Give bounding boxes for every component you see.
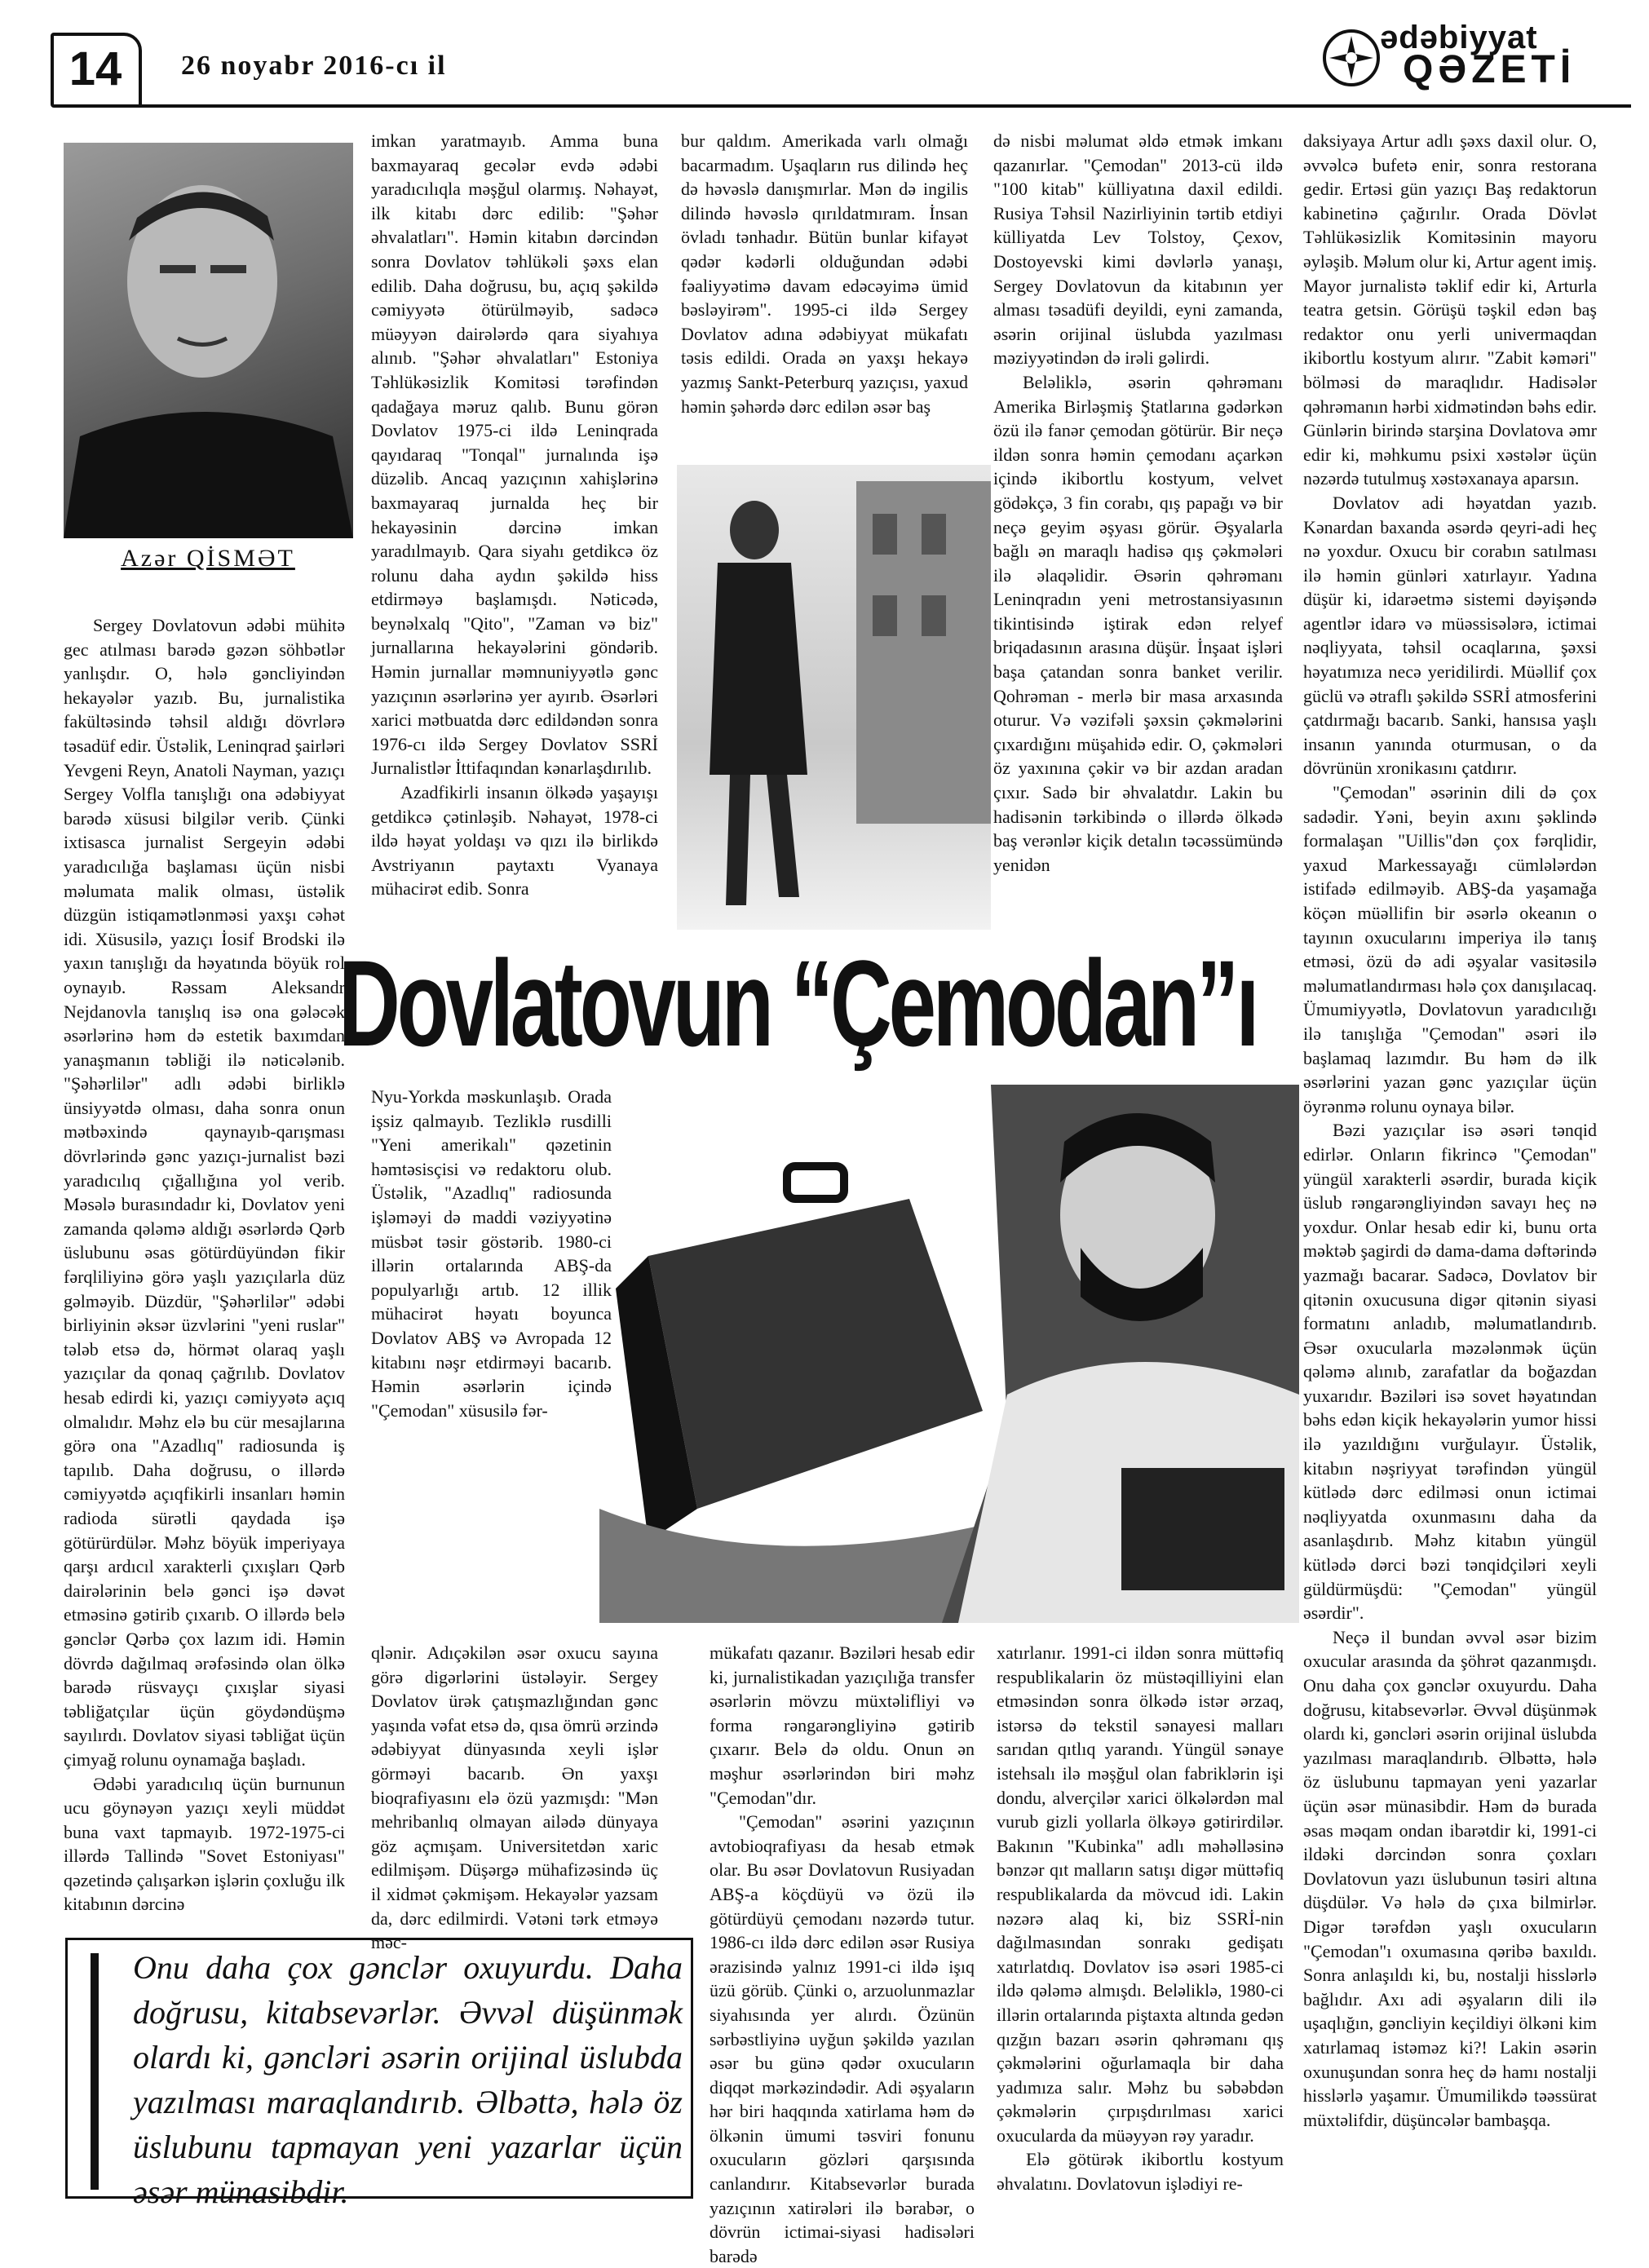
page-number-badge <box>51 33 140 106</box>
paragraph: bur qaldım. Amerikada varlı olmağı bacarmadım. Uşaqların rus dilində heç də həvəslə danışmırlar. Mən də ingilis dilində həvəslə qırıldatmıram. İnsan övladı tənhadır. Bütün bunlar kifayət qədər kədərli olduğundan ədəbi fəaliyyətimə davam edəcəyimə ümid bəsləyirəm". 1995-ci ildə Sergey Dovlatov adına ədəbiyyat mükafatı təsis edildi. Orada ən yaxşı hekayə yazmış Sankt-Peterburq yazıçısı, yaxud həmin şəhərdə dərc edilən əsər baş <box>681 130 968 417</box>
article-column-3-top <box>681 129 968 455</box>
logo-line-1: ədəbiyyat <box>1380 20 1538 55</box>
article-column-2-middle <box>371 1085 612 1623</box>
article-column-1 <box>64 613 345 1930</box>
paragraph: Neçə il bundan əvvəl əsər bizim oxucular arasında da şöhrət qazanmışdı. Onu daha çox gənclər oxuyurdu. Daha doğrusu, kitabsevərlər. Əvvəl düşünmək olardı ki, gəncləri əsərin orijinal üslubda yazılması maraqlandırıb. Əlbəttə, hələ öz üslubunu tapmayan yeni yazarlar üçün əsər münasibdir. Həm də burada əsas məqam ondan ibarətdir ki, 1991-ci ildəki dərcindən sonra çoxları Dovlatovun yazı üslubunun təsiri altına düşdülər. Və hələ də çıxa bilmirlər. Digər tərəfdən yaşlı oxucuların "Çemodan"ı oxumasına qəribə baxıldı. Sonra anlaşıldı ki, bu, nostalji hisslərlə bağlıdır. Axı adi əşyaların dili ilə uşaqlığın, gəncliyin keçildiyi ölkəni kim xatırlamaq istəməz ki?! Lakin əsərin oxunuşundan sonra heç də hamı nostalji hisslərlə yaşamır. Ümumilikdə təəssürat müxtəlifdir, düşüncələr bambaşqa. <box>1303 1626 1597 2130</box>
paragraph: mükafatı qazanır. Bəziləri hesab edir ki, jurnalistikadan yazıçılığa transfer əsərlərin mövzu müxtəlifliyi və forma rəngarəngliyinə gətirib çıxarır. Belə də oldu. Onun ən məşhur əsərlərindən biri məhz "Çemodan"dır. <box>710 1642 975 1808</box>
article-column-2-bottom <box>371 1641 658 1953</box>
article-column-4-top <box>993 129 1283 920</box>
author-byline: Azər QİSMƏT <box>121 545 295 572</box>
article-column-4-bottom <box>997 1641 1284 2220</box>
pull-quote-text: Onu daha çox gənclər oxuyurdu. Daha doğrusu, kitabsevərlər. Əvvəl düşünmək olardı ki, gəncləri əsərin orijinal üslubda yazılması maraqlandırıb. Əlbəttə, hələ öz üslubunu tapmayan yeni yazarlar üçün əsər münasibdir. <box>133 1949 683 2210</box>
suitcase-man-illustration <box>599 1085 1299 1623</box>
paragraph: Sergey Dovlatovun ədəbi mühitə gec atılması barədə gəzən söhbətlər yanlışdır. O, hələ gəncliyindən hekayələr yazıb. Bu, jurnalistika fakültəsində təhsil aldığı dövrlərə təsadüf edir. Üstəlik, Leninqrad şairləri Yevgeni Reyn, Anatoli Nayman, yazıçı Sergey Volfla tanışlığı ona ədəbiyyat barədə xüsusi bilgilər verib. Çünki ixtisasca jurnalist Sergeyin ədəbi yaradıcılığa başlaması üçün nisbi məlumata malik olması, üstəlik düzgün istiqamətlənməsi yaxşı cəhət idi. Xüsusilə, yazıçı İosif Brodski ilə yaxın tanışlığı da həyatında böyük rol oynayıb. Rəssam Aleksandr Nejdanovla tanışlıq isə ona gələcək əsərlərinə həm də estetik baxımdan yanaşmanın təbliği ilə nəticələnib. "Şəhərlilər" adlı ədəbi birliklə ünsiyyətdə olması, daha sonra onun mətbəxində qaynayıb-qarışması dövrlərində gənc yazıçı-jurnalist bəzi yaradıcılıq çığallığına yol verib. Məsələ burasındadır ki, Dovlatov yeni zamanda qələmə aldığı əsərlərdə Qərb üslubunu əsas götürdüyündən fikir fərqliliyinə görə yaşlı yazıçılarla düz gəlməyib. Düzdür, "Şəhərlilər" ədəbi birliyinin əksər üzvlərini "yeni ruslar" tələb etsə də, hörmət olaraq yaşlı yazıçılar da qonaq çağrılıb. Dovlatov hesab edirdi ki, yazıçı cəmiyyətə açıq olmalıdır. Məhz elə bu cür mesajlarına görə ona "Azadlıq" radiosunda iş tapılıb. Daha doğrusu, o illərdə cəmiyyətdə açıqfikirli insanları həmin radioda sürətli qaydada işə götürürdülər. Məhz böyük imperiyaya qarşı ardıcıl xarakterli çıxışları Qərb dairələrinin belə gənci işə dəvət etməsinə gətirib çıxarıb. O illərdə belə gənclər Qərbə çox lazım idi. Həmin dövrdə dağılmaq ərəfəsində olan ölkə barədə rüsvayçı çıxışlar siyasi təbliğatçılar üçün göydəndüşmə sayılırdı. Dovlatov siyasi təbliğat üçün çimyağ rolunu oynamağa başladı. <box>64 615 345 1770</box>
paragraph: Bəzi yazıçılar isə əsəri tənqid edirlər. Onların fikrincə "Çemodan" yüngül xarakterli əsərdir, burada kiçik üslub rəngarəngliyindən savayı heç nə yoxdur. Onlar hesab edir ki, bunu orta məktəb şagirdi də dama-dama dəftərində yazmağı bacarar. Sadəcə, Dovlatov bir qitənin oxucusuna digər qitənin siyasi formatını anladıb, məlumatlandırıb. Əsər oxucularla məzələnmək üçün qələmə alınıb, zarafatlar da boğazdan yuxarıdır. Bəziləri isə sovet həyatından bəhs edən kiçik hekayələrin yumor hissi ilə yazıldığını vurğulayır. Üstəlik, kitabın nəşriyyat tərəfindən yüngül kütlədə dərc edilməsi onun ictimai nəqliyyatda oxunmasını daha da asanlaşdırıb. Məhz kitabın yüngül kütlədə dərci bəzi tənqidçiləri xeyli güldürmüşdü: "Çemodan" yüngül əsərdir". <box>1303 1120 1597 1624</box>
paragraph: də nisbi məlumat əldə etmək imkanı qazanırlar. "Çemodan" 2013-cü ildə "100 kitab" külliyatına daxil edildi. Rusiya Təhsil Nazirliyinin tərtib etdiyi külliyatda Lev Tolstoy, Çexov, Dostoyevski kimi dəvlərlə yanaşı, Sergey Dovlatovun da kitabının yer alması təsadüfi deyildi, eyni zamanda, əsərin orijinal üslubda yazılması məziyyətindən də irəli gəlirdi. <box>993 130 1283 369</box>
suitcase-portrait-photo <box>599 1085 1299 1623</box>
author-photo <box>64 143 353 538</box>
paragraph: Elə götürək ikibortlu kostyum əhvalatını. Dovlatovun işlədiyi re- <box>997 2149 1284 2195</box>
portrait-illustration <box>64 143 353 538</box>
newspaper-logo <box>1313 20 1623 93</box>
emblem-icon <box>1321 28 1382 88</box>
paragraph: Nyu-Yorkda məskunlaşıb. Orada işsiz qalmayıb. Tezliklə rusdilli "Yeni amerikalı" qəzetinin həmtəsisçisi və redaktoru olub. Üstəlik, "Azadlıq" radiosunda işləməyi də maddi vəziyyətinə müsbət təsir göstərib. 1980-ci illərin ortalarında ABŞ-da populyarlığı artıb. 12 illik mühacirət həyatı boyunca Dovlatov ABŞ və Avropada 12 kitabını nəşr etdirməyi bacarıb. Həmin əsərlərin içində "Çemodan" xüsusilə fər- <box>371 1086 612 1421</box>
logo-line-2: QƏZETİ <box>1403 48 1576 91</box>
quote-bar <box>91 1953 99 2190</box>
article-column-3-bottom <box>710 1641 975 2266</box>
article-headline: Dovlatovun “Çemodan”ı <box>338 935 1257 1072</box>
paragraph: Ədəbi yaradıcılıq üçün burnunun ucu göynəyən yazıçı xeyli müddət buna vaxt tapmayıb. 1972-1975-ci illərdə Tallində "Sovet Estoniyası" qəzetində çalışarkən işlərin çoxluğu ilk kitabının dərcinə <box>64 1773 345 1915</box>
paragraph: daksiyaya Artur adlı şəxs daxil olur. O, əvvəlcə bufetə enir, sonra restorana gedir. Ertəsi gün yazıçı Baş redaktorun kabinetinə çağırılır. Orada Dövlət Təhlükəsizlik Komitəsinin mayoru əyləşib. Məlum olur ki, Artur agent imiş. Mayor jurnalistə təklif edir ki, Arturla teatra getsin. Görüşü təşkil edən baş redaktor onu yerli univermaqdan ikibortlu kostyum alırır. "Zabit kəməri" bölməsi də maraqlıdır. Hadisələr qəhrəmanın hərbi xidmətindən bəhs edir. Günlərin birində starşina Dovlatova əmr edir ki, məhkumu psixi xəstələr üçün nəzərdə tutulmuş xəstəxanaya aparsın. <box>1303 130 1597 489</box>
paragraph: imkan yaratmayıb. Amma buna baxmayaraq gecələr evdə ədəbi yaradıcılıqla məşğul olarmış. Nəhayət, ilk kitabı dərc edilib: "Şəhər əhvalatları". Həmin kitabın dərcindən sonra Dovlatov təhlükəli şəxs elan edilib. Daha doğrusu, bu, açıq şəkildə cəmiyyətə ötürülməyib, sadəcə müəyyən dairələrdə qara siyahıya alınıb. "Şəhər əhvalatları" Estoniya Təhlükəsizlik Komitəsi tərəfindən qadağaya məruz qalıb. Bunu görən Dovlatov 1975-ci ildə Leninqrada qayıdaraq "Tonqal" jurnalında işə düzəlib. Ancaq yazıçının xahişlərinə baxmayaraq jurnalda heç bir hekayəsinin dərcinə imkan yaradılmayıb. Qara siyahı getdikcə öz rolunu daha aydın şəkildə hiss etdirməyə başlamışdı. Nəticədə, beynəlxalq "Qito", "Zaman və biz" jurnallarına hekayələrini göndərib. Həmin jurnallar məmnuniyyətlə gənc yazıçının əsərlərinə yer ayırıb. Əsərləri xarici mətbuatda dərc edildəndən sonra 1976-cı ildə Sergey Dovlatov SSRİ Jurnalistlər İttifaqından kənarlaşdırılıb. <box>371 130 658 779</box>
paragraph: "Çemodan" əsərinin dili də çox sadədir. Yəni, beyin axını şəklində formalaşan "Uillis"dən çox fərqlidir, yaxud Markessayağı cümlələrdən istifadə edilməyib. ABŞ-da yaşamağa köçən müəllifin bir əsərlə okeanın o tayının oxucularını imperiya ilə tanış etməsi, özü də adi əşyalar vasitəsilə məlumatlandırması hələ çox danışılacaq. Ümumiyyətlə, Dovlatovun yaradıcılığı ilə tanışlığa "Çemodan" əsəri ilə başlamaq lazımdır. Bu həm də ilk əsərlərini yazan gənc yazıçılar üçün öyrənmə rolunu oynaya bilər. <box>1303 782 1597 1116</box>
page-number: 14 <box>69 42 122 95</box>
paragraph: Dovlatov adi həyatdan yazıb. Kənardan baxanda əsərdə qeyri-adi heç nə yoxdur. Oxucu bir corabın satılması ilə həmin günləri xatırlayır. Yadına düşür ki, idarəetmə sistemi dəyişəndə agentlər idarə və müəssisələrə, ictimai nəqliyyata, təhsil ocaqlarına, şəxsi həyatımıza necə yeridilirdi. Müəllif çox güclü və ətraflı şəkildə SSRİ atmosferini çatdırmağı bacarıb. Sanki, hansısa yaşlı insanın yanında oturmusan, o da dövrünün xronikasını çatdırır. <box>1303 492 1597 779</box>
walking-man-photo <box>677 465 991 930</box>
article-column-5 <box>1303 129 1597 2221</box>
header-rule <box>57 104 1631 108</box>
paragraph: xatırlanır. 1991-ci ildən sonra müttəfiq respublikalarin öz müstəqilliyini elan etməsindən sonra ölkədə istər ərzaq, istərsə də tekstil sənayesi malları sarıdan qıtlıq yarandı. Yüngül sənaye istehsalı ilə məşğul olan fabriklərin işi dondu, alverçilər xarici ölkələrdən mal vurub gizli yollarla ölkəyə gətirirdilər. Bakının "Kubinka" adlı məhəlləsinə bənzər qıt malların satışı digər müttəfiq respublikalarda da mövcud idi. Lakin nəzərə alaq ki, biz SSRİ-nin dağılmasından sonrakı gedişatı xatırlatdıq. Dovlatov isə əsəri 1985-ci ildə qələmə almışdı. Beləliklə, 1980-ci illərin ortalarında piştaxta altında gedən qızğın bazarı əsərin qəhrəmanı qış çəkmələrini oğurlamaqla bir daha yadımıza salır. Məhz bu səbəbdən çəkmələrin çırpışdırılması xarici oxucularda da müəyyən rəy yaradır. <box>997 1642 1284 2146</box>
issue-date: 26 noyabr 2016-cı il <box>181 51 447 81</box>
paragraph: Beləliklə, əsərin qəhrəmanı Amerika Birləşmiş Ştatlarına gədərkən özü ilə fanər çemodan götürür. Bir neçə ildən sonra həmin çemodanı açarkən içində ikibortlu kostyum, velvet gödəkçə, 3 fin corabı, qış papağı və bir neçə geyim əşyası görür. Əşyalarla bağlı ən maraqlı hadisə qış çəkmələri ilə əlaqəlidir. Əsərin qəhrəmanı Leninqradın yeni metrostansiyasının tikintisində iştirak edən relyef briqadasının arasına düşür. İnşaat işləri başa çatandan sonra banket verilir. Qohrəman - merlə bir masa arxasında oturur. Və vəzifəli şəxsin çəkmələrini çıxardığını müşahidə edir. O, çəkmələri öz yaxınına çəkir və bir azdan aradan çıxır. Sadə bir əhvalatdır. Lakin bu hadisənin tərkibində o illərdə ölkədə baş verənlər kiçik detalın təcəssümündə yenidən <box>993 371 1283 875</box>
walking-man-illustration <box>677 465 991 930</box>
paragraph: qlənir. Adıçəkilən əsər oxucu sayına görə digərlərini üstələyir. Sergey Dovlatov ürək çatışmazlığından gənc yaşında vəfat etsə də, qısa ömrü ərzində ədəbiyyat dünyasında xeyli işlər görməyi bacarıb. Ən yaxşı bioqrafiyasını elə özü yazmışdı: "Mən mehribanlıq olmayan ailədə dünyaya göz açmışam. Universitetdən xaric edilmişəm. Düşərgə mühafizəsində üç il xidmət çəkmişəm. Hekayələr yazsam da, dərc edilmirdi. Vətəni tərk etməyə məc- <box>371 1642 658 1953</box>
article-column-2-top <box>371 129 658 900</box>
pull-quote-box <box>65 1938 693 2210</box>
paragraph: Azadfikirli insanın ölkədə yaşayışı getdikcə çətinləşib. Nəhayət, 1978-ci ildə həyat yoldaşı və qızı ilə birlikdə Avstriyanın paytaxtı Vyanaya mühacirət edib. Sonra <box>371 782 658 900</box>
paragraph: "Çemodan" əsərini yazıçının avtobioqrafiyası da hesab etmək olar. Bu əsər Dovlatovun Rusiyadan ABŞ-a köçdüyü və özü ilə götürdüyü çemodanı nəzərdə tutur. 1986-cı ildə dərc edilən əsər Rusiya ərazisində yalnız 1991-ci ildə işıq üzü görüb. Çünki o, arzuolunmazlar siyahısında yer alırdı. Özünün sərbəstliyinə uyğun şəkildə yazılan əsər bu günə qədər oxucuların diqqət mərkəzindədir. Adi əşyaların hər biri haqqında xatirlama həm də ölkənin ümumi təsviri fonunu oxucuların gözləri qarşısında canlandırır. Kitabsevərlər burada yazıçının xatirələri ilə bərabər, o dövrün ictimai-siyasi hadisələri barədə <box>710 1811 975 2266</box>
